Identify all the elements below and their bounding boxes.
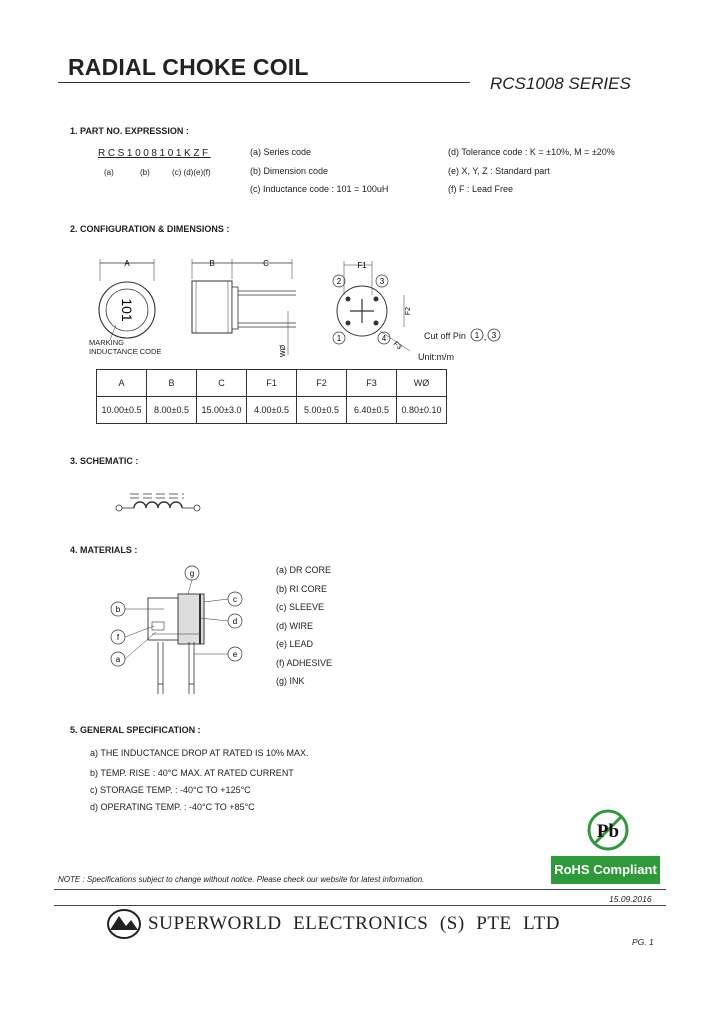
callout-c: c — [233, 595, 237, 604]
pin-view-drawing — [318, 255, 438, 355]
section-materials-heading: 4. MATERIALS : — [70, 545, 138, 555]
callout-b: b — [115, 605, 121, 614]
spec-item-a: a) THE INDUCTANCE DROP AT RATED IS 10% MAX. — [90, 748, 309, 758]
table-header-row — [97, 370, 447, 397]
marking-text: 101 — [119, 298, 135, 322]
cut-off-pin-sep: , — [483, 332, 487, 342]
material-item-e: (e) LEAD — [276, 639, 314, 649]
callout-f: f — [116, 633, 120, 642]
part-index-b: (b) — [140, 168, 150, 177]
dim-label-b: B — [209, 259, 215, 268]
spec-item-d: d) OPERATING TEMP. : -40°C TO +85°C — [90, 802, 255, 812]
table-header-cell: F3 — [347, 370, 397, 397]
table-header-cell: C — [197, 370, 247, 397]
part-desc-c: (c) Inductance code : 101 = 100uH — [250, 184, 389, 194]
section-config-heading: 2. CONFIGURATION & DIMENSIONS : — [70, 224, 230, 234]
material-item-b: (b) RI CORE — [276, 584, 328, 594]
schematic-inductor-symbol — [112, 486, 204, 522]
part-index-a: (a) — [104, 168, 114, 177]
pb-text: Pb — [596, 821, 620, 842]
inductance-code-label: INDUCTANCE CODE — [89, 347, 162, 356]
table-value-cell: 15.00±3.0 — [197, 397, 247, 424]
cut-off-pin-label: Cut off Pin — [424, 331, 466, 341]
series-name: RCS1008 SERIES — [490, 74, 631, 93]
material-item-a: (a) DR CORE — [276, 565, 332, 575]
dim-label-c: C — [263, 259, 269, 268]
footer-note: NOTE : Specifications subject to change without notice. Please check our website for latest information. — [58, 875, 425, 884]
table-header-cell: WØ — [397, 370, 447, 397]
table-value-cell: 8.00±0.5 — [147, 397, 197, 424]
part-desc-d: (d) Tolerance code : K = ±10%, M = ±20% — [448, 147, 615, 157]
footer-rule — [54, 905, 666, 906]
table-header-cell: F1 — [247, 370, 297, 397]
material-item-g: (g) INK — [276, 676, 305, 686]
company-logo-icon — [106, 908, 142, 940]
callout-g: g — [189, 569, 195, 578]
table-value-cell: 0.80±0.10 — [397, 397, 447, 424]
company-name: SUPERWORLD ELECTRONICS (S) PTE LTD — [148, 913, 561, 934]
material-item-f: (f) ADHESIVE — [276, 658, 333, 668]
table-value-row — [97, 397, 447, 424]
part-code: RCS1008101KZF — [98, 148, 211, 159]
dim-label-f1: F1 — [357, 261, 367, 270]
cut-off-pin-markers — [470, 328, 504, 344]
title-rule — [58, 82, 470, 83]
table-value-cell: 5.00±0.5 — [297, 397, 347, 424]
dim-label-a: A — [124, 259, 130, 268]
material-item-c: (c) SLEEVE — [276, 602, 325, 612]
pin-2-label: 2 — [336, 277, 342, 286]
callout-d: d — [232, 617, 238, 626]
table-value-cell: 10.00±0.5 — [97, 397, 147, 424]
cut-off-pin-3: 3 — [491, 331, 497, 340]
table-header-cell: A — [97, 370, 147, 397]
unit-label: Unit:m/m — [418, 352, 454, 362]
marking-label: MARKING — [89, 338, 125, 347]
page-number: PG. 1 — [632, 937, 654, 947]
dim-label-f2: F2 — [405, 306, 412, 316]
table-value-cell: 6.40±0.5 — [347, 397, 397, 424]
material-item-d: (d) WIRE — [276, 621, 313, 631]
cut-off-pin-1: 1 — [474, 331, 480, 340]
spec-item-b: b) TEMP. RISE : 40°C MAX. AT RATED CURRENT — [90, 768, 294, 778]
callout-e: e — [232, 650, 238, 659]
table-value-cell: 4.00±0.5 — [247, 397, 297, 424]
section-part-no-heading: 1. PART NO. EXPRESSION : — [70, 126, 189, 136]
footer-date: 15.09.2016 — [609, 894, 652, 904]
section-spec-heading: 5. GENERAL SPECIFICATION : — [70, 725, 201, 735]
dimension-table — [96, 369, 447, 424]
section-schematic-heading: 3. SCHEMATIC : — [70, 456, 139, 466]
note-rule — [54, 889, 666, 890]
callout-a: a — [115, 655, 121, 664]
pin-3-label: 3 — [379, 277, 385, 286]
table-header-cell: F2 — [297, 370, 347, 397]
dim-label-f3: F3 — [391, 340, 403, 352]
part-index-cdef: (c) (d)(e)(f) — [172, 168, 211, 177]
materials-cross-section — [104, 562, 254, 702]
table-header-cell: B — [147, 370, 197, 397]
rohs-compliant-badge: RoHS Compliant — [551, 856, 660, 884]
lead-free-icon — [586, 808, 630, 852]
side-view-drawing — [188, 255, 308, 365]
part-desc-b: (b) Dimension code — [250, 166, 329, 176]
part-desc-e: (e) X, Y, Z : Standard part — [448, 166, 550, 176]
pin-4-label: 4 — [381, 334, 387, 343]
pin-1-label: 1 — [336, 334, 342, 343]
dim-label-wd: WØ — [280, 344, 287, 358]
part-desc-a: (a) Series code — [250, 147, 312, 157]
spec-item-c: c) STORAGE TEMP. : -40°C TO +125°C — [90, 785, 251, 795]
page-title: RADIAL CHOKE COIL — [68, 54, 309, 80]
part-desc-f: (f) F : Lead Free — [448, 184, 514, 194]
